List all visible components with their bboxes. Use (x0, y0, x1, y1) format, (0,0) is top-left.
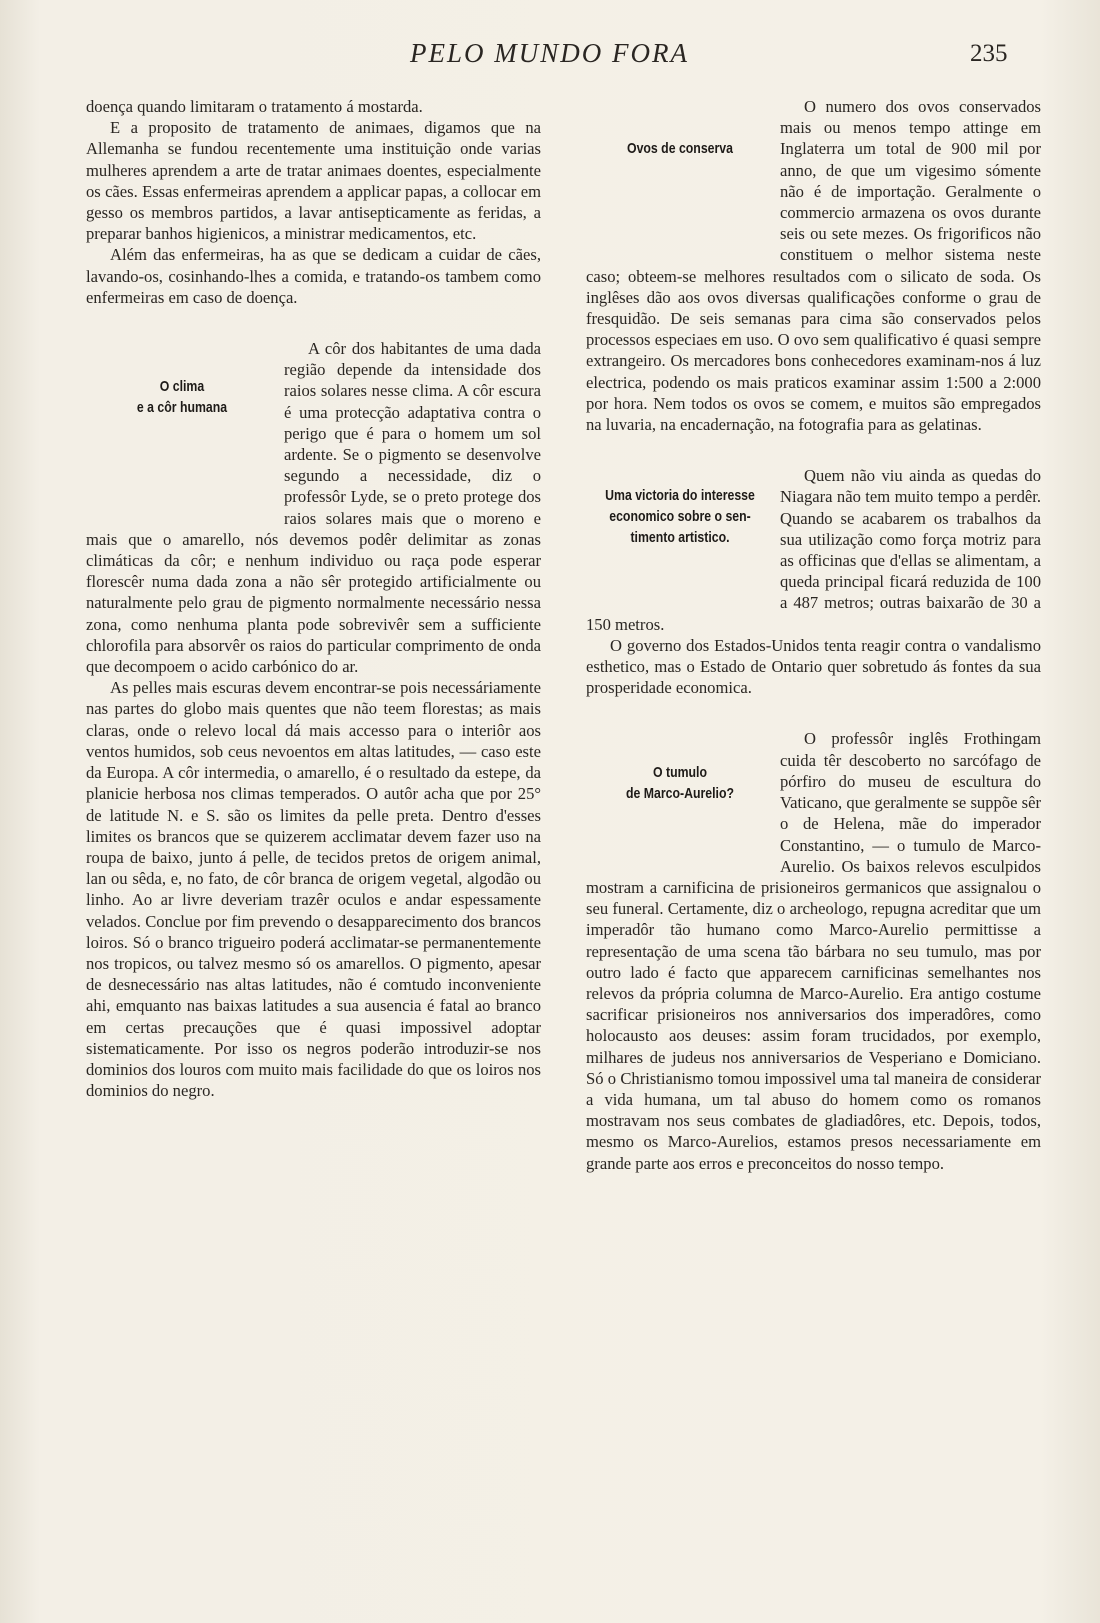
section-heading-line: e a côr humana (136, 399, 228, 417)
section-heading (103, 376, 260, 526)
paragraph: O numero dos ovos conservados mais ou menos tempo attinge em Inglaterra um total de 900 mil por anno, de que um vigesimo sómente não é de importação. Geralmente o commercio armazena os ovos durante seis ou sete mezes. Os frigorificos não constituem o melhor sistema neste caso; obteem-se melhores resultados com o silicato de soda. Os inglêses dão aos ovos diversas qualificações conforme o grau de fresquidão. De seis semanas para cima são conservados pelos processos especiaes em uso. O ovo sem qualificativo é quasi sempre extrangeiro. Os mercadores bons conhecedores examinam-nos á luz electrica, podendo os mais praticos examinar assim 1:500 a 2:000 por hora. Nem todos os ovos se comem, e muitos são empregados na luvaria, na encadernação, na fotografia para as gelatinas. (586, 97, 1041, 435)
section-clima (86, 338, 541, 1101)
page-number: 235 (970, 40, 1008, 67)
section-heading (603, 762, 757, 874)
page-header (0, 38, 1100, 78)
right-column (586, 96, 1041, 1174)
section-niagara (586, 465, 1041, 698)
section-heading (603, 485, 757, 595)
section-heading-line: economico sobre o sen- (609, 508, 751, 526)
paragraph: E a proposito de tratamento de animaes, digamos que na Allemanha se fundou recentemente uma instituição onde varias mulheres aprendem a arte de tratar animaes doentes, especialmente os cães. Essas enfermeiras aprendem a applicar papas, a collocar em gesso os membros partidos, a lavar antisepticamente as feridas, a preparar banhos higienicos, a ministrar medicamentos, etc. (86, 118, 541, 244)
left-column (86, 96, 541, 1101)
paragraph: Além das enfermeiras, ha as que se dedicam a cuidar de cães, lavando-os, cosinhando-lhes a comida, e tratando-os tambem como enfermeiras em caso de doença. (86, 245, 541, 307)
section-tumulo (586, 728, 1041, 1173)
section-ovos (586, 96, 1041, 435)
paragraph: Quem não viu ainda as quedas do Niagara não tem muito tempo a perdêr. Quando se acabarem os trabalhos da sua utilização como força motriz para as officinas que d'ellas se alimentam, a queda principal ficará reduzida de 100 a 487 metros; outras baixarão de 30 a 150 metros. (586, 466, 1041, 634)
section-heading-line: timento artistico. (630, 529, 730, 547)
running-title: PELO MUNDO FORA (410, 38, 689, 68)
section-animal-care (86, 96, 541, 308)
paragraph: As pelles mais escuras devem encontrar-se pois necessáriamente nas partes do globo mais quentes que não teem florestas; as mais claras, onde o relevo local dá mais accesso para o interiôr aos ventos humidos, sob ceus nevoentos em altas latitudes, — caso este da Europa. A côr intermedia, o amarello, é o resultado da estepe, da planicie herbosa nos climas temperados. O autôr acha que por 25° de latitude N. e S. são os limites da pelle preta. Dentro d'esses limites os brancos que se quizerem acclimatar devem fazer uso na roupa de baixo, junto á pelle, de tecidos pretos de origem animal, lan ou sêda, e, no fato, de côr branca de origem vegetal, algodão ou linho. Ao ar livre deveriam trazêr oculos e andar espessamente velados. Conclue por fim prevendo o desapparecimento dos brancos loiros. Só o branco trigueiro poderá acclimatar-se permanentemente nos tropicos, ou talvez mesmo só os amarellos. O pigmento, apesar de desnecessário nas altas latitudes, não é comtudo inconveniente ahi, emquanto nas baixas latitudes a sua ausencia é fatal ao branco em certas precauções que é quasi impossivel adoptar sistematicamente. Por isso os negros poderão introduzir-se nos dominios dos louros com muito mais facilidade do que os loiros nos dominios do negro. (86, 678, 541, 1101)
section-heading-line: Ovos de conserva (627, 140, 733, 157)
paragraph: A côr dos habitantes de uma dada região depende da intensidade dos raios solares nesse clima. A côr escura é uma protecção adaptativa contra o perigo que é para o homem um sol ardente. Se o pigmento se desenvolve segundo a necessidade, diz o professôr Lyde, se o preto protege dos raios solares mais que o moreno e mais que o amarello, nós devemos podêr delimitar as zonas climáticas da côr; e nenhum individuo ou raça pode esperar florescêr numa dada zona a não sêr protegido artificialmente ou naturalmente pelo grau de pigmento normalmente necessário nessa zona, como nenhuma planta pode sobrevivêr sem a sufficiente chlorofila para absorvêr os raios do particular comprimento de onda que decompoem o acido carbónico do ar. (86, 339, 541, 677)
section-heading-line: Uma victoria do interesse (605, 487, 755, 505)
paragraph: O professôr inglês Frothingam cuida têr descoberto no sarcófago de pórfiro do museu de escultura do Vaticano, que geralmente se suppõe sêr o de Helena, mãe do imperador Constantino, — o tumulo de Marco-Aurelio. Os baixos relevos esculpidos mostram a carnificina de prisioneiros germanicos que assignalou o seu funeral. Certamente, diz o archeologo, repugna acreditar que um imperadôr tão humano como Marco-Aurelio permittisse a representação de uma scena tão bárbara no seu tumulo, mas por outro lado é facto que apparecem carnificinas semelhantes nos relevos da própria columna de Marco-Aurelio. Era antigo costume sacrificar prisioneiros nos anniversarios dos imperadôres, como holocausto aos deuses: assim foram trucidados, por exemplo, milhares de judeus nos anniversarios de Vesperiano e Domiciano. Só o Christianismo tomou impossivel uma tal maneira de considerar a vida humana, um tal abuso do homem como os romanos mostravam nos seus combates de gladiadôres, etc. Depois, todos, mesmo os Marco-Aurelios, estamos presos necessariamente em grande parte aos erros e preconceitos do nosso tempo. (586, 729, 1041, 1173)
paragraph: doença quando limitaram o tratamento á mostarda. (86, 97, 423, 116)
section-heading-line: de Marco-Aurelio? (626, 785, 734, 803)
section-heading (603, 138, 757, 246)
paragraph: O governo dos Estados-Unidos tenta reagir contra o vandalismo esthetico, mas o Estado de Ontario quer sobretudo ás fontes da sua prosperidade economica. (586, 635, 1041, 698)
section-heading-line: O tumulo (653, 764, 707, 782)
section-heading-line: O clima (159, 378, 205, 396)
